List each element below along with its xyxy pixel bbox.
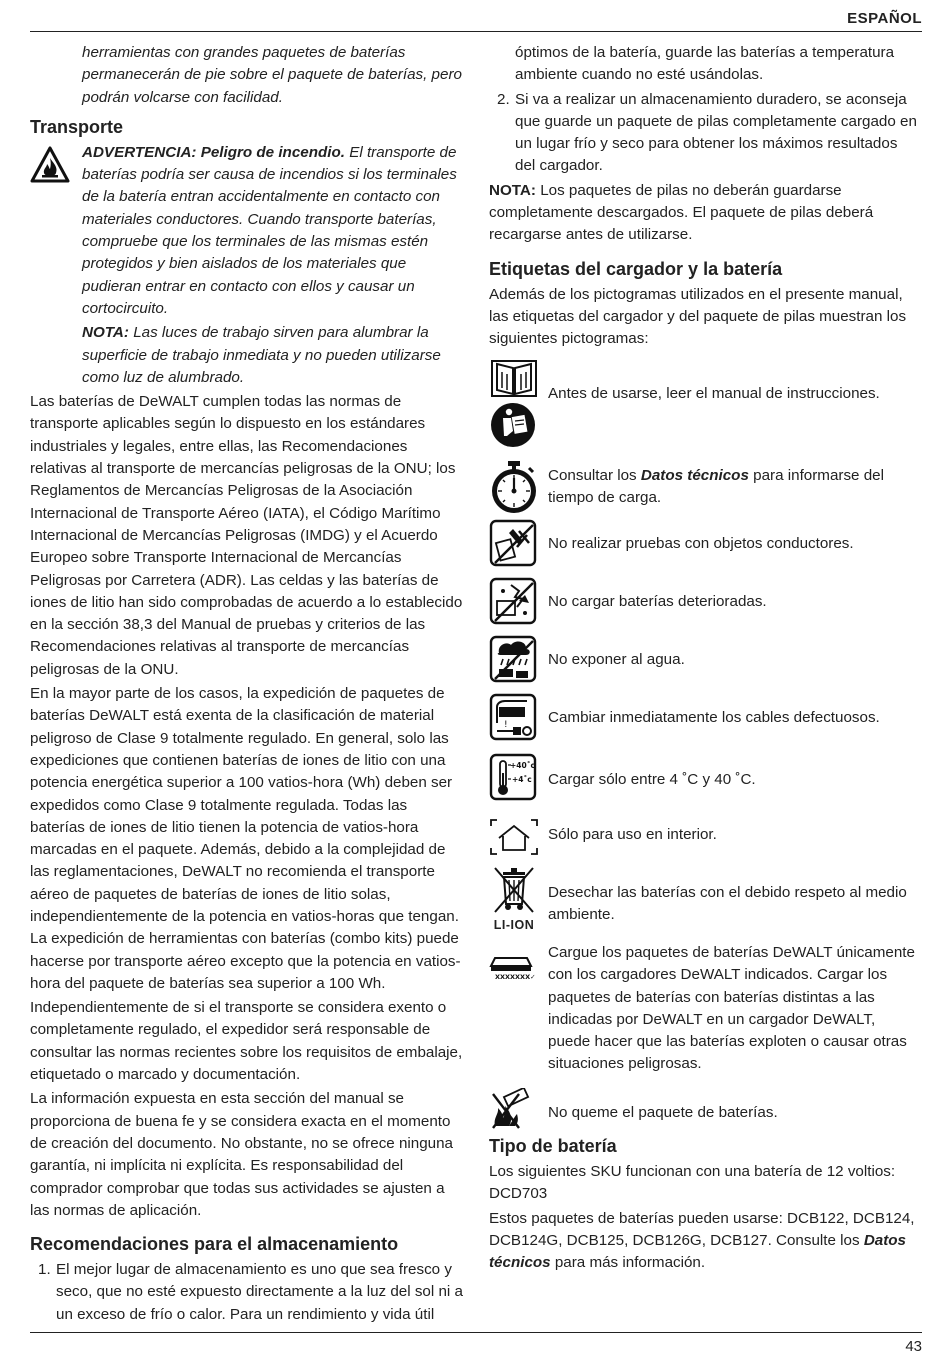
fire-warning bbox=[30, 142, 466, 389]
no-water-icon bbox=[489, 635, 539, 685]
header-rule bbox=[30, 31, 922, 32]
read-manual-text: Antes de usarse, leer el manual de instrucciones. bbox=[548, 385, 880, 402]
storage-list-continued bbox=[489, 42, 919, 178]
indoor-use-icon bbox=[489, 818, 539, 858]
left-column bbox=[30, 42, 466, 1328]
storage-list bbox=[30, 1259, 466, 1326]
stopwatch-icon bbox=[489, 460, 539, 510]
thermometer-bottom-label: +4˚c bbox=[512, 775, 532, 784]
no-burn-icon bbox=[489, 1088, 539, 1132]
recycle-text: Desechar las baterías con el debido respeto al medio ambiente. bbox=[548, 884, 907, 924]
storage-heading: Recomendaciones para el almacenamiento bbox=[30, 1234, 399, 1255]
thermometer-icon bbox=[489, 753, 539, 803]
no-damaged-battery-text: No cargar baterías deterioradas. bbox=[548, 593, 767, 610]
no-burn-text: No queme el paquete de baterías. bbox=[548, 1104, 778, 1121]
note-paragraph bbox=[82, 322, 466, 389]
battery-type-heading: Tipo de batería bbox=[489, 1136, 617, 1156]
transport-paragraph-1: Las baterías de DeWALT cumplen todas las normas de transporte aplicables según lo dispuesto en los estándares industriales y legales, entre ellas, las Recomendaciones relativas al transporte de mercancías peligrosas de la ONU; los Reglamentos de Mercancías Peligrosas de la Asociación Internacional de Transporte Aéreo (IATA), el Código Marítimo Internacional de Mercancías Peligrosas (IMDG) y el Acuerdo Europeo sobre Transporte Internacional de Mercancías Peligrosas por Carretera (ADR). Las celdas y las baterías de iones de litio han sido comprobadas de acuerdo a lo establecido en la sección 38,3 del Manual de pruebas y criterios de las Recomendaciones relativas al transporte de mercancías peligrosas de la ONU. bbox=[30, 393, 463, 678]
transport-paragraph-4: La información expuesta en esta sección del manual se proporciona de buena fe y se considera exacta en el momento de creación del documento. No obstante, no se ofrece ninguna garantía, ni implícita ni explícita. Es responsabilidad del comprador comprobar que todas sus actividades se ajusten a las normas de aplicación. bbox=[30, 1090, 454, 1219]
labels-intro: Además de los pictogramas utilizados en el presente manual, las etiquetas del cargador y del paquete de pilas muestran los siguientes pictogramas: bbox=[489, 285, 907, 348]
no-conductive-text: No realizar pruebas con objetos conductores. bbox=[548, 535, 854, 552]
battery-type-paragraph-2: Estos paquetes de baterías pueden usarse: DCB122, DCB124, DCB124G, DCB125, DCB126G, DCB127. Consulte los Datos técnicos para más información. bbox=[489, 1209, 915, 1272]
right-column bbox=[489, 42, 919, 353]
note-text: Las luces de trabajo sirven para alumbrar la superficie de trabajo inmediata y no pueden utilizarse como luz de alumbrado. bbox=[82, 324, 441, 386]
li-ion-label: LI-ION bbox=[493, 918, 535, 932]
charger-icon bbox=[489, 950, 539, 980]
labels-heading: Etiquetas del cargador y la batería bbox=[489, 258, 783, 279]
storage-note: NOTA: Los paquetes de pilas no deberán guardarse completamente descargados. El paquete de pilas deberá recargarse antes de utilizarse. bbox=[489, 181, 874, 244]
fire-warning-icon bbox=[30, 146, 70, 184]
indoor-text: Sólo para uso en interior. bbox=[548, 826, 717, 843]
no-water-text: No exponer al agua. bbox=[548, 651, 685, 668]
svg-text:!: ! bbox=[504, 720, 508, 730]
storage-item-2: 2. Si va a realizar un almacenamiento duradero, se aconseja que guarde un paquete de pilas completamente cargado en un lugar frío y seco para obtener los máximos resultados del cargador. bbox=[497, 90, 917, 175]
warning-paragraph bbox=[82, 142, 466, 320]
no-conductive-objects-icon bbox=[489, 519, 539, 569]
stopwatch-text: Consultar los Datos técnicos para informarse del tiempo de carga. bbox=[548, 467, 884, 507]
note-label: NOTA: bbox=[82, 324, 129, 342]
battery-type-section bbox=[489, 1134, 919, 1276]
transport-paragraph-3: Independientemente de si el transporte se considera exento o completamente regulado, el expedidor será responsable de consultar las normas recientes sobre los requisitos de embalaje, etiquetado o marcado y documentación. bbox=[30, 999, 463, 1084]
language-label: ESPAÑOL bbox=[847, 10, 922, 27]
thermometer-top-label: +40˚c bbox=[510, 761, 535, 770]
transport-heading: Transporte bbox=[30, 116, 124, 137]
warning-label: ADVERTENCIA: Peligro de incendio. bbox=[82, 143, 346, 161]
storage-item-1-continued: óptimos de la batería, guarde las baterías a temperatura ambiente cuando no esté usándolas. bbox=[515, 44, 895, 84]
intro-italic: herramientas con grandes paquetes de baterías permanecerán de pie sobre el paquete de baterías, pero podrán volcarse con facilidad. bbox=[82, 44, 462, 106]
recycle-bin-icon bbox=[489, 864, 539, 934]
page-number: 43 bbox=[905, 1338, 922, 1355]
charger-text: Cargue los paquetes de baterías DeWALT únicamente con los cargadores DeWALT indicados. Cargar los paquetes de baterías con baterías distintas a las indicadas por DeWALT en un cargador DeWALT, puede hacer que las baterías exploten o causar otras situaciones peligrosas. bbox=[548, 944, 915, 1073]
transport-paragraph-2: En la mayor parte de los casos, la expedición de paquetes de baterías DeWALT está exenta de la clasificación de material peligroso de Clase 9 totalmente regulado. En general, solo las expediciones que contienen baterías de iones de litio con una potencia energética superior a 100 vatios-hora (Wh) deben ser expedidos como Clase 9 totalmente regulada. Todas las baterías de iones de litio tienen la potencia de vatios-hora marcadas en el paquete. Además, debido a la complejidad de las reglamentaciones, DeWALT no recomienda el transporte aéreo de paquetes de baterías de iones de litio solas, independientemente de la potencia en vatios-horas que tengan. La expedición de herramientas con baterías (combo kits) puede hacerse por transporte aéreo excepto que la potencia en vatios-hora del paquete de baterías sea superior a 100 Wh. bbox=[30, 685, 461, 992]
replace-cord-icon bbox=[489, 693, 539, 743]
warning-text: El transporte de baterías podría ser causa de incendios si los terminales de la batería entran accidentalmente en contacto con materiales conductores. Cuando transporte baterías, compruebe que los terminales de las mismas estén protegidos y bien aislados de los materiales que pudieran entrar en contacto con ellos y causar un cortocircuito. bbox=[82, 143, 457, 317]
replace-cord-text: Cambiar inmediatamente los cables defectuosos. bbox=[548, 709, 880, 726]
charger-code-label: XXXXXXX✓ bbox=[495, 973, 536, 980]
footer-rule bbox=[30, 1332, 922, 1333]
no-damaged-battery-icon bbox=[489, 577, 539, 627]
temperature-text: Cargar sólo entre 4 ˚C y 40 ˚C. bbox=[548, 771, 756, 788]
battery-type-paragraph-1: Los siguientes SKU funcionan con una batería de 12 voltios: DCD703 bbox=[489, 1163, 896, 1203]
storage-item-1: 1. El mejor lugar de almacenamiento es uno que sea fresco y seco, que no esté expuesto directamente a la luz del sol ni a un exceso de frío o calor. Para un rendimiento y vida útil bbox=[38, 1261, 463, 1323]
read-manual-icon bbox=[489, 356, 539, 448]
